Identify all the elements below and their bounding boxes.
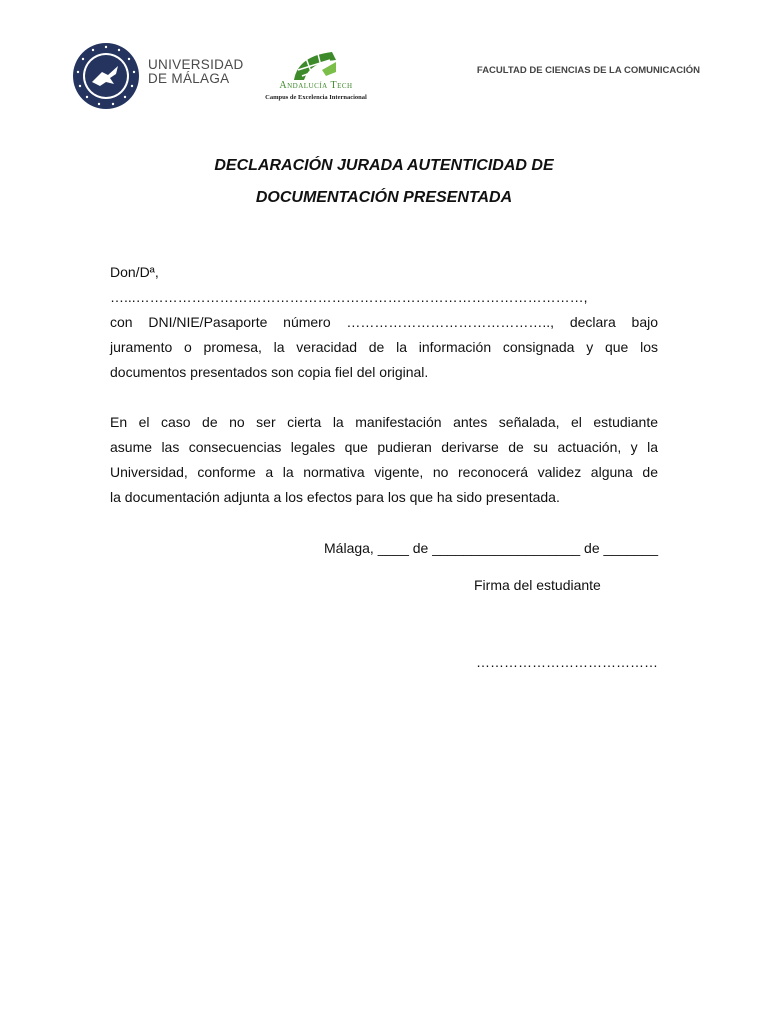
title-line1: DECLARACIÓN JURADA AUTENTICIDAD DE xyxy=(214,157,554,174)
faculty-name: FACULTAD DE CIENCIAS DE LA COMUNICACIÓN xyxy=(476,65,700,76)
paragraph2-line1: En el caso de no ser cierta la manifestación antes señalada, el estudiante xyxy=(110,414,658,430)
university-name-line2: DE MÁLAGA xyxy=(148,71,230,86)
name-fill-line: …...……………………………………………………………………………………, xyxy=(110,289,588,305)
andalucia-tech-logo xyxy=(256,50,376,108)
paragraph1-line5: documentos presentados son copia fiel del original. xyxy=(110,364,429,380)
document-body xyxy=(110,260,658,510)
andalucia-tech-name: Andalucía Tech xyxy=(279,80,353,91)
addressee-label: Don/Dª, xyxy=(110,264,159,280)
paragraph2-line4: la documentación adjunta a los efectos para los que ha sido presentada. xyxy=(110,489,560,505)
university-seal-logo xyxy=(72,42,140,110)
paragraph2-line3: Universidad, conforme a la normativa vigente, no reconocerá validez alguna de xyxy=(110,464,658,480)
paragraph1-line4: juramento o promesa, la veracidad de la información consignada y que los xyxy=(110,339,658,355)
paragraph-spacer xyxy=(110,385,658,410)
andalucia-tech-subtitle: Campus de Excelencia Internacional xyxy=(265,94,367,101)
document-title xyxy=(110,150,658,214)
document-header xyxy=(0,0,768,120)
university-name xyxy=(148,58,244,86)
university-name-line1: UNIVERSIDAD xyxy=(148,57,244,72)
signature-label: Firma del estudiante xyxy=(474,577,601,593)
place-date-line: Málaga, ____ de ___________________ de _______ xyxy=(324,540,658,556)
paragraph2-line2: asume las consecuencias legales que pudieran derivarse de su actuación, y la xyxy=(110,439,658,455)
paragraph1-line3: con DNI/NIE/Pasaporte número …………………………………….., declara bajo xyxy=(110,314,658,330)
signature-line: ………………………………… xyxy=(476,654,658,670)
andalucia-tech-mark-icon xyxy=(292,50,338,82)
title-line2: DOCUMENTACIÓN PRESENTADA xyxy=(255,189,513,206)
